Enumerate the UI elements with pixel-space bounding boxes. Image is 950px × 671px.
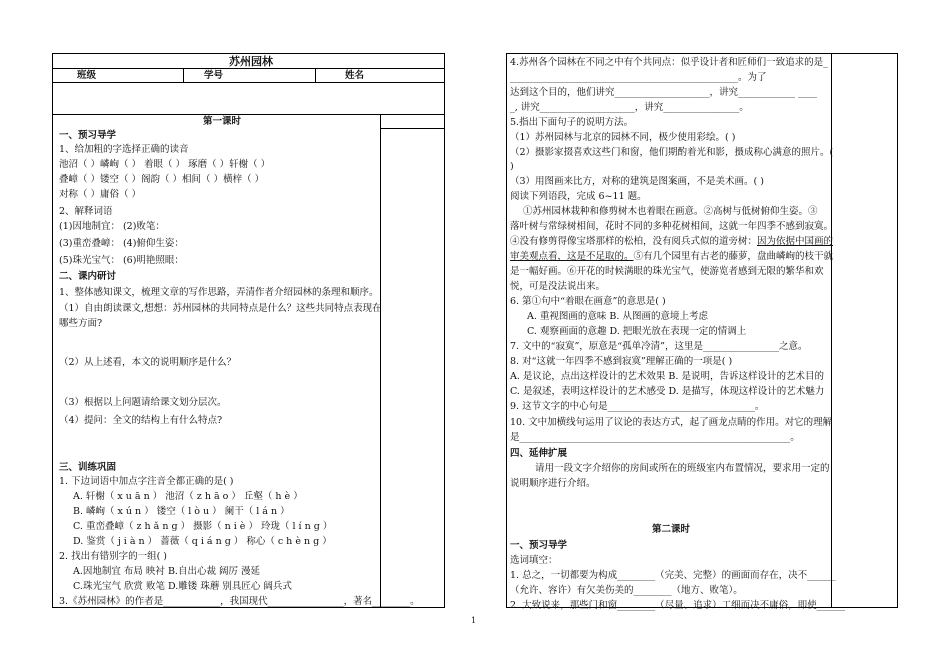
- lesson2-heading: 第二课时: [652, 524, 691, 535]
- q5-item-2: （2）摄影家掇喜欢这些门和窗，他们期酌着光和影，摄成称心满意的照片。(: [510, 147, 834, 158]
- lesson2-fill-intro: 选词填空：: [510, 555, 558, 566]
- pinyin-row-1: 池沼（ ）嶙峋（ ） 着眼（ ） 琢磨（ ）轩榭（ ）: [59, 159, 271, 170]
- class-label: 班级: [77, 70, 97, 81]
- right-page: [506, 53, 898, 611]
- q7: 7. 文中的“寂寞”，原意是“孤单冷清”，这里是________________之意。: [510, 341, 808, 352]
- passage-line-3: ④没有修剪得像宝塔那样的松柏，没有阅兵式似的道旁树：因为依据中国画的: [510, 236, 834, 247]
- info-row: [53, 68, 444, 83]
- pinyin-row-2: 叠嶂（ ）镂空（ ）阁韵（ ）相间（ ）横梓（ ）: [59, 174, 265, 185]
- pinyin-row-3: 对称（ ）庸俗（ ）: [59, 189, 142, 200]
- q5-item-1: （1）苏州园林与北京的园林不同，极少使用彩绘。( ): [510, 132, 736, 143]
- question-1: 1、给加粗的字选择正确的读音: [59, 144, 189, 155]
- q8: 8. 对“这就一年四季不感到寂寞”理解正确的一项是( ): [510, 356, 733, 367]
- q4-line-2: ________________________________________________。为了: [510, 72, 767, 83]
- vocab-row-3: (5)珠光宝气： (6)明艳照眼：: [59, 255, 184, 266]
- vocab-row-1: (1)因地制宜： (2)败笔：: [59, 221, 165, 232]
- q6-options-cd: C. 观察画面的意趣 D. 把眼光放在表现一定的情调上: [527, 326, 747, 337]
- s2-question-1: 1、整体感知课文，梳理文章的写作思路，弄清作者介绍园林的条理和顺序。: [59, 287, 379, 298]
- s3-question-1: 1. 下边词语中加点字注音全都正确的是( ): [59, 476, 234, 487]
- s4-line-1: 请用一段文字介绍你的房间或所在的班级室内布置情况，要求用一定的: [535, 463, 830, 474]
- s3-q1-option-a: A. 轩榭（ x u ā n ） 池沼（ z h ā o ） 丘壑（ h è ）: [73, 491, 303, 502]
- s4-line-2: 说明顺序进行介绍。: [510, 478, 596, 489]
- s3-question-2: 2. 找出有错别字的一组( ): [59, 551, 168, 562]
- section1-title: 一、预习导学: [59, 130, 117, 141]
- q8-options-cd: C. 是叙述，表明这样设计的艺术感受 D. 是描写，体现这样设计的艺术魅力: [510, 386, 825, 397]
- s3-q1-option-c: C. 重峦叠嶂（ z h ǎ n g ） 摄影（ n i è ） 玲珑（ l í n g ）: [73, 521, 333, 532]
- section3-title: 三、训练巩固: [59, 462, 117, 473]
- underlined-sentence-1: 因为依据中国画的: [757, 236, 834, 247]
- q8-options-ab: A. 是议论，点出这样设计的艺术效果 B. 是说明，告诉这样设计的艺术目的: [510, 371, 824, 382]
- q6: 6. 第①句中“着眼在画意”的意思是( ): [510, 296, 666, 307]
- passage-line-6: 悦，可是没法说出来。: [510, 281, 606, 292]
- s3-q2-option-cd: C.珠光宝气 欣赏 败笔 D.雕镂 珠蘑 别具匠心 阔兵式: [73, 581, 292, 592]
- q10-line-1: 10. 文中加横线句运用了议论的表达方式，起了画龙点睛的作用。对它的理解: [510, 417, 833, 428]
- s3-q1-option-b: B. 嶙峋（ x ú n ） 镂空（ l ò u ） 阑干（ l á n ）: [73, 506, 290, 517]
- lesson1-heading: 第一课时: [203, 116, 242, 127]
- q4-line-3: 达到这个目的，他们讲究____________________，讲究____________ ____: [510, 87, 818, 98]
- q10-line-2: 是_________________________________________________________。: [510, 432, 800, 443]
- underlined-sentence-2: 审美观点看，这是不足取的。: [510, 251, 634, 262]
- question-2: 2、解释词语: [59, 206, 113, 217]
- passage-line-5: 是一幅好画。⑥开花的时候满眼的珠光宝气，使游览者感到无限的繁华和欢: [510, 266, 824, 277]
- s2-question-1a: （1）自由朗读课文,想想：苏州园林的共同特点是什么？这些共同特点表现在: [59, 303, 382, 314]
- left-page: [52, 53, 445, 608]
- s2-question-2: （2）从上述看，本文的说明顺序是什么？: [59, 357, 237, 368]
- blank-row: [53, 82, 444, 115]
- passage-line-4: 审美观点看，这是不足取的。⑤有几个园里有古老的藤萝，盘曲嶙峋的枝干就: [510, 251, 834, 262]
- s2-question-3: （3）根据以上问题请给课文划分层次。: [59, 397, 227, 408]
- s3-question-3: 3.《苏州园林》的作者是____________，我国现代________________，著名________。: [59, 596, 420, 607]
- number-label: 学号: [204, 70, 224, 81]
- page-number: 1: [471, 616, 477, 625]
- q4-line-1: 4.苏州各个园林在不同之中有个共同点：似乎设计者和匠师们一致追求的是_: [510, 57, 828, 68]
- section4-title: 四、延伸扩展: [510, 448, 568, 459]
- section2-title: 二、课内研讨: [59, 271, 117, 282]
- q9: 9. 这节文字的中心句是_______________________________。: [510, 401, 765, 412]
- reading-intro: 阅读下列语段，完成 6~11 题。: [510, 191, 647, 202]
- passage-line-2: 落叶树与常绿树相间，花时不同的多种花树相间，这就一年四季不感到寂寞。: [510, 221, 834, 232]
- lesson2-section1: 一、预习导学: [510, 540, 568, 551]
- q4-line-4: _, 讲究____________________，讲究________________。: [510, 102, 749, 113]
- s2-question-4: （4）提问：全文的结构上有什么特点?: [59, 415, 223, 426]
- notes-column-divider-right: [831, 54, 832, 607]
- q5: 5.指出下面句子的说明方法。: [510, 117, 634, 128]
- name-label: 姓名: [345, 70, 365, 81]
- s2-question-1a-cont: 哪些方面?: [59, 318, 103, 329]
- page-title: 苏州园林: [229, 55, 273, 68]
- q5-item-3: （3）用图画来比方，对称的建筑是图案画，不是美术画。( ): [510, 176, 764, 187]
- s3-q1-option-d: D. 鉴赏（ j i à n ） 蔷薇（ q i á n g ） 称心（ c h è n g ）: [73, 536, 332, 547]
- vocab-row-2: (3)重峦叠嶂： (4)俯仰生姿：: [59, 238, 184, 249]
- passage-line-1: ①苏州园林栽种和修剪树木也着眼在画意。②高树与低树俯仰生姿。③: [523, 206, 818, 217]
- q5-item-2-cont: ): [510, 161, 514, 172]
- q6-options-ab: A. 重视图画的意味 B. 从图画的意境上考虑: [527, 311, 708, 322]
- lesson2-q1-line1: 1. 总之，一切都要为构成________（完美、完整）的画面而存在，决不______: [510, 570, 836, 581]
- notes-column-divider: [380, 114, 381, 607]
- lesson2-q1-line2: （允许、容许）有欠美伤美的________（地方、败笔）。: [510, 585, 743, 596]
- s3-q2-option-ab: A.因地制宜 布局 映衬 B.自出心裁 阔厉 漫延: [73, 566, 260, 577]
- lesson2-q2: 2. 大致说来，那些门和窗________（尽量、追求）工细而决不庸俗，即使______: [510, 600, 846, 611]
